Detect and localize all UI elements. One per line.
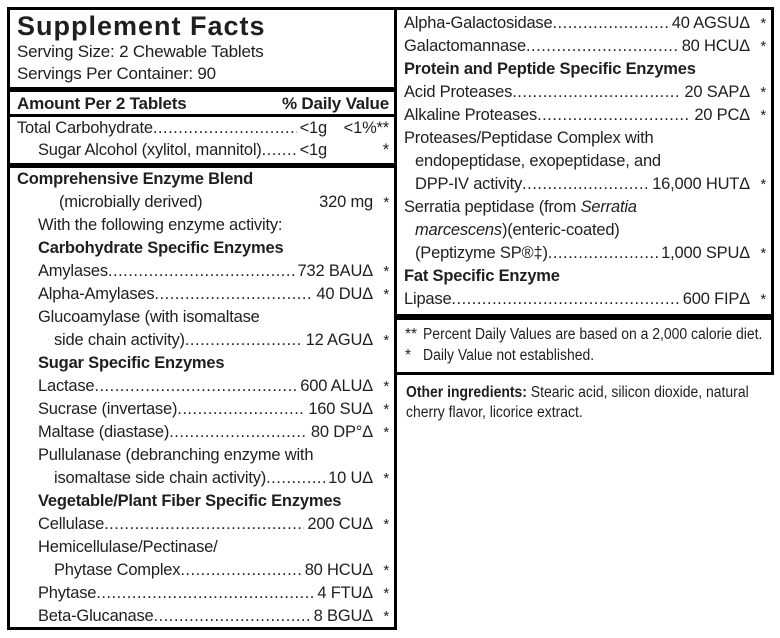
ingredient-label: Carbohydrate Specific Enzymes [38, 239, 284, 257]
ingredient-label: Sucrase (invertase) [38, 400, 178, 418]
ingredient-label: Glucoamylase (with isomaltase [38, 308, 260, 326]
daily-value: * [760, 84, 766, 101]
ingredient-row [17, 375, 389, 398]
ingredient-label: Lipase [404, 290, 452, 308]
daily-value-column-header: % Daily Value [281, 94, 389, 113]
ingredient-label: Acid Proteases [404, 83, 513, 101]
dot-leader [185, 329, 303, 352]
footnote-line [405, 345, 766, 366]
ingredient-row [17, 329, 389, 352]
ingredient-amount: 40 AGSUΔ [671, 14, 750, 32]
dot-leader [154, 605, 311, 628]
ingredient-amount: 200 CUΔ [307, 515, 373, 533]
left-enzyme-rows [17, 168, 389, 628]
ingredient-label: Alpha-Amylases [38, 285, 155, 303]
footnote-marker: ** [405, 326, 418, 343]
ingredient-amount: 160 SUΔ [308, 400, 373, 418]
dot-leader [552, 12, 668, 35]
dot-leader [169, 421, 308, 444]
daily-value: * [383, 286, 389, 303]
ingredient-row [404, 81, 766, 104]
dot-leader [548, 242, 658, 265]
ingredient-label: Amylases [38, 262, 108, 280]
daily-value: * [383, 332, 389, 349]
daily-value: * [760, 176, 766, 193]
ingredient-amount: 732 BAUΔ [297, 262, 373, 280]
ingredient-amount: 12 AGUΔ [305, 331, 373, 349]
ingredient-row [17, 513, 389, 536]
ingredient-row [404, 196, 766, 219]
daily-value: * [383, 378, 389, 395]
ingredient-label: (Peptizyme SP®‡) [415, 244, 548, 262]
dot-leader [153, 117, 297, 139]
daily-value: * [383, 263, 389, 280]
ingredient-row [17, 283, 389, 306]
serving-size: Serving Size: 2 Chewable Tablets [17, 42, 264, 61]
daily-value: * [383, 424, 389, 441]
ingredient-row [17, 139, 389, 161]
ingredient-amount: 20 PCΔ [694, 106, 750, 124]
servings-per-container: Servings Per Container: 90 [17, 64, 216, 83]
ingredient-label: Sugar Alcohol (xylitol, mannitol) [38, 141, 262, 159]
daily-value: * [383, 470, 389, 487]
ingredient-row [17, 467, 389, 490]
ingredient-label: isomaltase side chain activity) [54, 469, 267, 487]
ingredient-amount: 80 HCUΔ [304, 561, 373, 579]
section-heading-row [17, 168, 389, 191]
ingredient-label: Cellulase [38, 515, 105, 533]
dot-leader [512, 81, 681, 104]
ingredient-row [17, 191, 389, 214]
ingredient-label: DPP-IV activity [415, 175, 523, 193]
ingredient-label: Proteases/Peptidase Complex with [404, 129, 654, 147]
ingredient-amount: 80 HCUΔ [681, 37, 750, 55]
ingredient-label: Sugar Specific Enzymes [38, 354, 225, 372]
ingredient-amount: 80 DP°Δ [310, 423, 373, 441]
section-heading-row [17, 352, 389, 375]
dot-leader [177, 398, 305, 421]
daily-value: * [383, 585, 389, 602]
ingredient-amount: 600 FIPΔ [682, 290, 750, 308]
ingredient-label: Serratia peptidase (from Serratia [404, 198, 637, 216]
ingredient-label: side chain activity) [54, 331, 185, 349]
dot-leader [266, 467, 325, 490]
ingredient-row [404, 242, 766, 265]
dot-leader [451, 288, 679, 311]
daily-value: * [383, 516, 389, 533]
ingredient-label: marcescens)(enteric-coated) [415, 221, 620, 239]
ingredient-label: Comprehensive Enzyme Blend [17, 170, 253, 188]
ingredient-row [17, 117, 389, 139]
footnotes [404, 320, 766, 366]
right-panel [397, 7, 774, 375]
ingredient-row [17, 605, 389, 628]
ingredient-row [17, 582, 389, 605]
ingredient-row [17, 536, 389, 559]
ingredient-row [17, 444, 389, 467]
section-heading-row [17, 490, 389, 513]
ingredient-label: Alkaline Proteases [404, 106, 538, 124]
ingredient-row [17, 260, 389, 283]
dot-leader [104, 513, 304, 536]
dot-leader [94, 375, 297, 398]
dot-leader [526, 35, 679, 58]
daily-value: * [382, 141, 389, 159]
ingredient-label: Protein and Peptide Specific Enzymes [404, 60, 696, 78]
section-heading-row [404, 58, 766, 81]
daily-value: * [760, 291, 766, 308]
daily-value: * [383, 401, 389, 418]
daily-value: * [760, 38, 766, 55]
ingredient-label: Phytase Complex [54, 561, 181, 579]
ingredient-label: With the following enzyme activity: [38, 216, 283, 234]
ingredient-row [404, 127, 766, 150]
dot-leader [522, 173, 649, 196]
ingredient-amount: 8 BGUΔ [313, 607, 373, 625]
daily-value: * [383, 194, 389, 211]
panel-title: Supplement Facts [17, 11, 266, 41]
ingredient-label: (microbially derived) [59, 193, 203, 211]
left-panel [7, 7, 397, 630]
ingredient-row [404, 219, 766, 242]
ingredient-amount: 40 DUΔ [316, 285, 373, 303]
other-ingredients-line1 [406, 383, 749, 403]
footnote-text: Percent Daily Values are based on a 2,000 calorie diet. [423, 326, 763, 343]
ingredient-label: Vegetable/Plant Fiber Specific Enzymes [38, 492, 342, 510]
ingredient-row [404, 150, 766, 173]
right-enzyme-rows [404, 12, 766, 311]
footnote-marker: * [405, 347, 412, 364]
daily-value: * [760, 107, 766, 124]
ingredient-amount: 4 FTUΔ [317, 584, 373, 602]
dot-leader [262, 139, 297, 161]
ingredient-amount: <1g [299, 119, 327, 137]
dot-leader [180, 559, 301, 582]
ingredient-amount: 1,000 SPUΔ [661, 244, 750, 262]
ingredient-row [17, 398, 389, 421]
ingredient-label: Total Carbohydrate [17, 119, 153, 137]
daily-value: * [383, 562, 389, 579]
dot-leader [537, 104, 691, 127]
footnote-text: Daily Value not established. [423, 347, 595, 364]
ingredient-amount: 16,000 HUTΔ [652, 175, 750, 193]
section-heading-row [17, 237, 389, 260]
daily-value: * [760, 15, 766, 32]
ingredient-label: Lactase [38, 377, 95, 395]
ingredient-label: Galactomannase [404, 37, 526, 55]
ingredient-row [404, 104, 766, 127]
ingredient-amount: 20 SAPΔ [684, 83, 750, 101]
ingredient-row [17, 559, 389, 582]
ingredient-row [404, 35, 766, 58]
ingredient-label: Maltase (diastase) [38, 423, 170, 441]
section-heading-row [404, 265, 766, 288]
dot-leader [96, 582, 314, 605]
ingredient-row [404, 12, 766, 35]
other-ingredients-line2: cherry flavor, licorice extract. [406, 404, 583, 421]
ingredient-amount: <1g [299, 141, 327, 159]
daily-value: * [760, 245, 766, 262]
ingredient-amount: 600 ALUΔ [300, 377, 373, 395]
other-ingredients-rest: Stearic acid, silicon dioxide, natural [526, 384, 749, 401]
ingredient-amount: 10 UΔ [328, 469, 373, 487]
ingredient-label: Pullulanase (debranching enzyme with [38, 446, 314, 464]
ingredient-row [17, 421, 389, 444]
other-ingredients-lead: Other ingredients: [406, 384, 527, 401]
ingredient-label: Phytase [38, 584, 97, 602]
footnote-line [405, 324, 766, 345]
ingredient-label: Alpha-Galactosidase [404, 14, 553, 32]
daily-value: <1%** [343, 119, 389, 137]
column-header-row [17, 92, 389, 114]
ingredient-row [404, 173, 766, 196]
carbohydrate-rows [17, 117, 389, 161]
ingredient-label: Fat Specific Enzyme [404, 267, 560, 285]
ingredient-row [17, 214, 389, 237]
ingredient-label: Beta-Glucanase [38, 607, 154, 625]
dot-leader [108, 260, 295, 283]
amount-column-header: Amount Per 2 Tablets [17, 94, 187, 113]
dot-leader [154, 283, 313, 306]
ingredient-row [404, 288, 766, 311]
ingredient-label: Hemicellulase/Pectinase/ [38, 538, 218, 556]
ingredient-row [17, 306, 389, 329]
other-ingredients [406, 383, 778, 423]
daily-value: * [383, 608, 389, 625]
ingredient-label: endopeptidase, exopeptidase, and [415, 152, 661, 170]
ingredient-amount: 320 mg [319, 193, 373, 211]
